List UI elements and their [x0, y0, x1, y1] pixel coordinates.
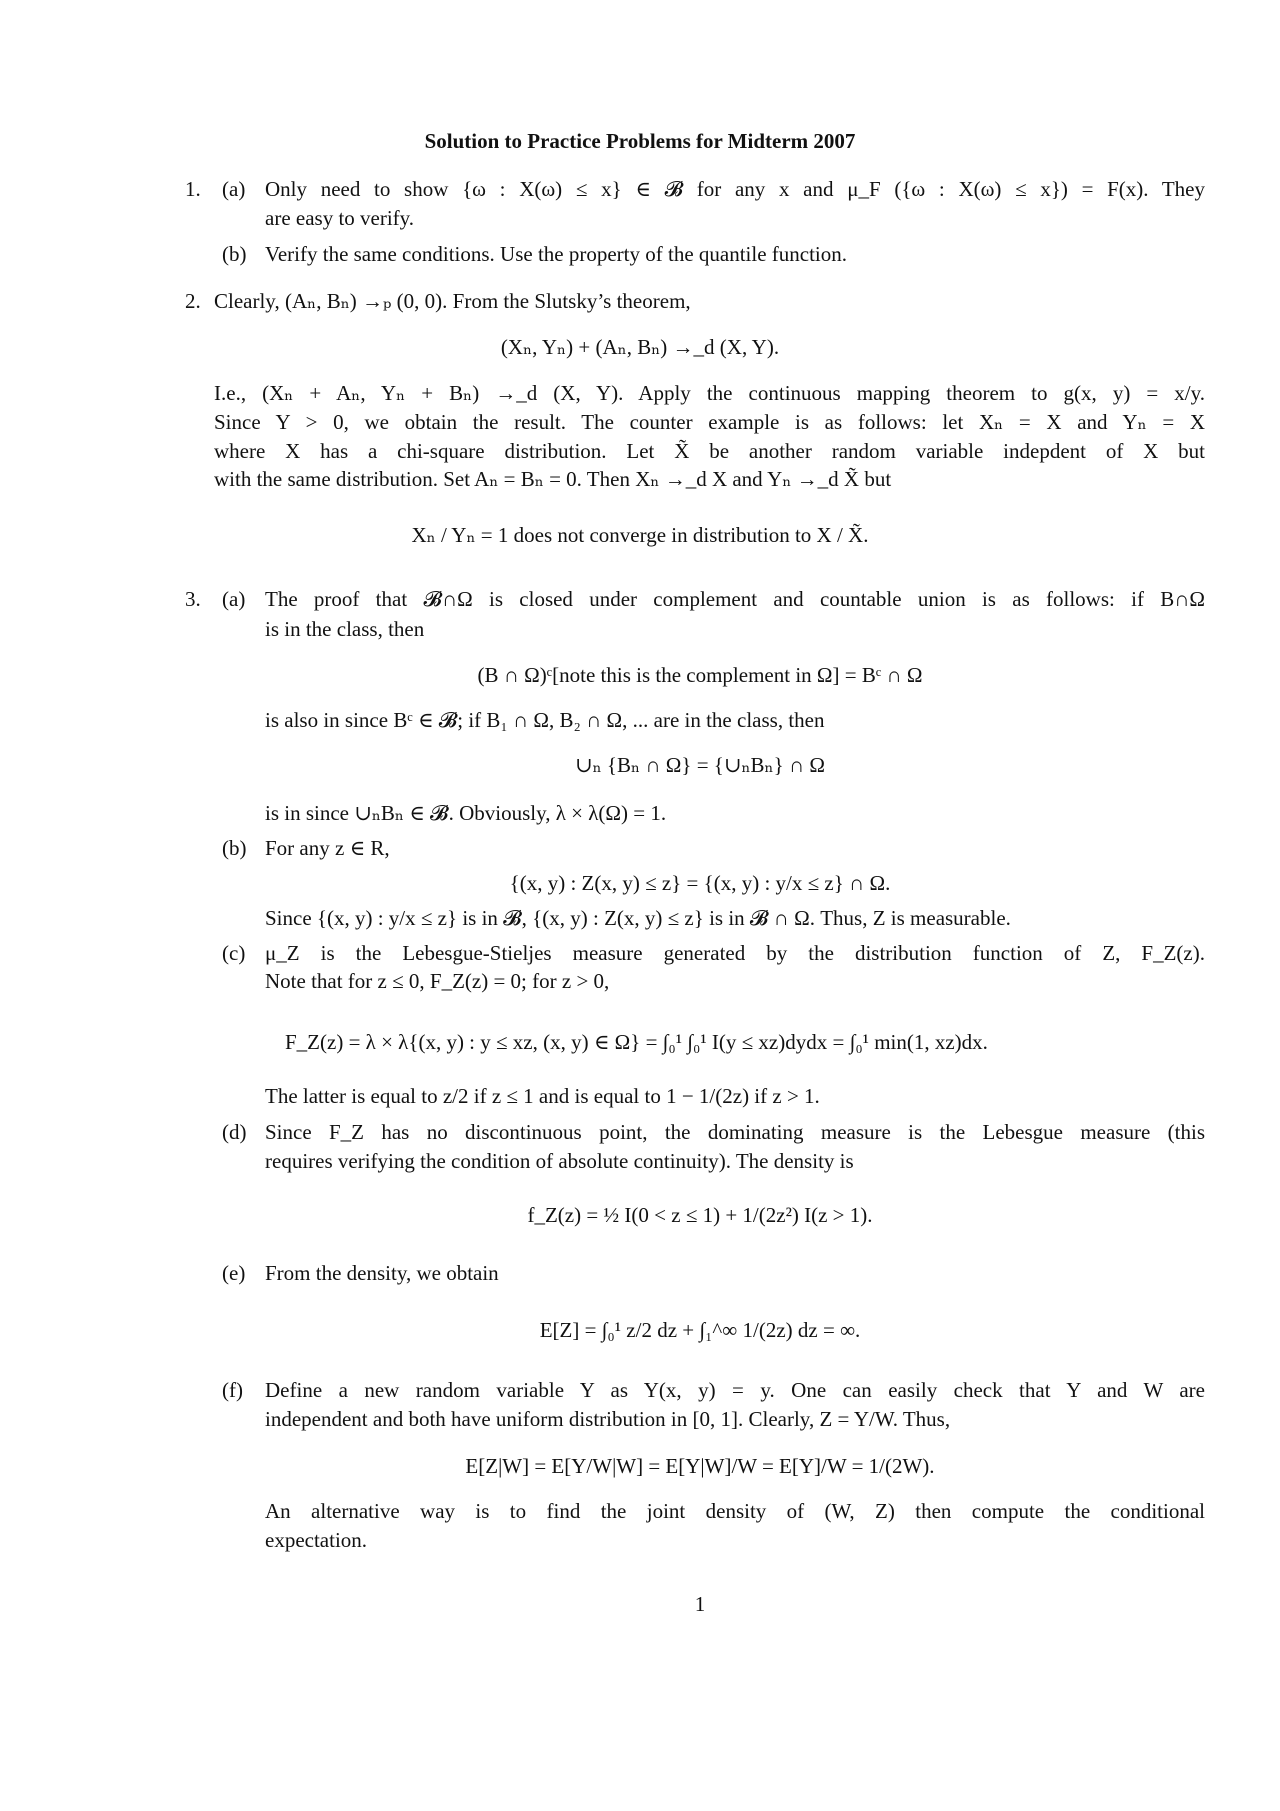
equation: E[Z|W] = E[Y/W|W] = E[Y|W]/W = E[Y]/W = 1/(2W).	[465, 1454, 935, 1478]
problem-3a-text: is also in since Bᶜ ∈ 𝓑; if B₁ ∩ Ω, B₂ ∩ Ω, ... are in the class, then	[265, 708, 825, 732]
equation: F_Z(z) = λ × λ{(x, y) : y ≤ xz, (x, y) ∈ Ω} = ∫₀¹ ∫₀¹ I(y ≤ xz)dydx = ∫₀¹ min(1, xz)dx.	[285, 1030, 988, 1054]
problem-1a-text: are easy to verify.	[265, 206, 415, 230]
equation: E[Z] = ∫₀¹ z/2 dz + ∫₁^∞ 1/(2z) dz = ∞.	[539, 1318, 861, 1342]
equation: f_Z(z) = ½ I(0 < z ≤ 1) + 1/(2z²) I(z > 1).	[527, 1203, 873, 1227]
problem-2-text: where X has a chi-square distribution. Let X̃ be another random variable indepdent of X but	[214, 439, 1205, 463]
problem-3f-text: independent and both have uniform distribution in [0, 1]. Clearly, Z = Y/W. Thus,	[265, 1407, 951, 1431]
problem-3e-text: From the density, we obtain	[265, 1261, 499, 1285]
problem-2-text: with the same distribution. Set Aₙ = Bₙ = 0. Then Xₙ →_d X and Yₙ →_d X̃ but	[214, 467, 892, 491]
problem-3a-text: is in since ∪ₙBₙ ∈ 𝓑. Obviously, λ × λ(Ω) = 1.	[265, 801, 667, 825]
problem-3f-text: expectation.	[265, 1528, 368, 1552]
problem-3c-text: The latter is equal to z/2 if z ≤ 1 and is equal to 1 − 1/(2z) if z > 1.	[265, 1084, 820, 1108]
equation: ∪ₙ {Bₙ ∩ Ω} = {∪ₙBₙ} ∩ Ω	[574, 753, 825, 777]
problem-3a-text: The proof that 𝓑∩Ω is closed under complement and countable union is as follows: if B∩Ω	[265, 587, 1205, 611]
problem-1a-label: (a)	[222, 177, 246, 201]
problem-3c-label: (c)	[222, 941, 246, 965]
problem-3f-text: Define a new random variable Y as Y(x, y) = y. One can easily check that Y and W are	[265, 1378, 1205, 1402]
page-title: Solution to Practice Problems for Midterm 2007	[424, 129, 856, 153]
equation: (B ∩ Ω)ᶜ[note this is the complement in Ω] = Bᶜ ∩ Ω	[477, 663, 923, 687]
equation: (Xₙ, Yₙ) + (Aₙ, Bₙ) →_d (X, Y).	[500, 335, 780, 359]
problem-3d-label: (d)	[222, 1120, 247, 1144]
problem-2-number: 2.	[185, 289, 201, 313]
page-number: 1	[694, 1592, 706, 1616]
problem-3b-text: Since {(x, y) : y/x ≤ z} is in 𝓑, {(x, y) : Z(x, y) ≤ z} is in 𝓑 ∩ Ω. Thus, Z is measurable.	[265, 906, 1011, 930]
problem-2-text: Clearly, (Aₙ, Bₙ) →ₚ (0, 0). From the Slutsky’s theorem,	[214, 289, 691, 313]
problem-1b-text: Verify the same conditions. Use the property of the quantile function.	[265, 242, 848, 266]
problem-3b-text: For any z ∈ R,	[265, 836, 390, 860]
problem-3c-text: Note that for z ≤ 0, F_Z(z) = 0; for z > 0,	[265, 969, 610, 993]
problem-3d-text: requires verifying the condition of absolute continuity). The density is	[265, 1149, 854, 1173]
problem-3e-label: (e)	[222, 1261, 246, 1285]
problem-3a-text: is in the class, then	[265, 617, 425, 641]
problem-3a-label: (a)	[222, 587, 246, 611]
problem-3d-text: Since F_Z has no discontinuous point, the dominating measure is the Lebesgue measure (this	[265, 1120, 1205, 1144]
equation: {(x, y) : Z(x, y) ≤ z} = {(x, y) : y/x ≤ z} ∩ Ω.	[509, 871, 891, 895]
problem-2-text: Since Y > 0, we obtain the result. The counter example is as follows: let Xₙ = X and Yₙ = X	[214, 410, 1205, 434]
problem-3-number: 3.	[185, 587, 201, 611]
equation: Xₙ / Yₙ = 1 does not converge in distribution to X / X̃.	[411, 523, 869, 547]
problem-3b-label: (b)	[222, 836, 247, 860]
problem-3c-text: μ_Z is the Lebesgue-Stieljes measure generated by the distribution function of Z, F_Z(z).	[265, 941, 1205, 965]
problem-1b-label: (b)	[222, 242, 247, 266]
problem-2-text: I.e., (Xₙ + Aₙ, Yₙ + Bₙ) →_d (X, Y). Apply the continuous mapping theorem to g(x, y) = x/y.	[214, 381, 1205, 405]
problem-1a-text: Only need to show {ω : X(ω) ≤ x} ∈ 𝓑 for any x and μ_F ({ω : X(ω) ≤ x}) = F(x). They	[265, 177, 1205, 201]
problem-1-number: 1.	[185, 177, 201, 201]
problem-3f-text: An alternative way is to find the joint density of (W, Z) then compute the conditional	[265, 1499, 1205, 1523]
problem-3f-label: (f)	[222, 1378, 243, 1402]
